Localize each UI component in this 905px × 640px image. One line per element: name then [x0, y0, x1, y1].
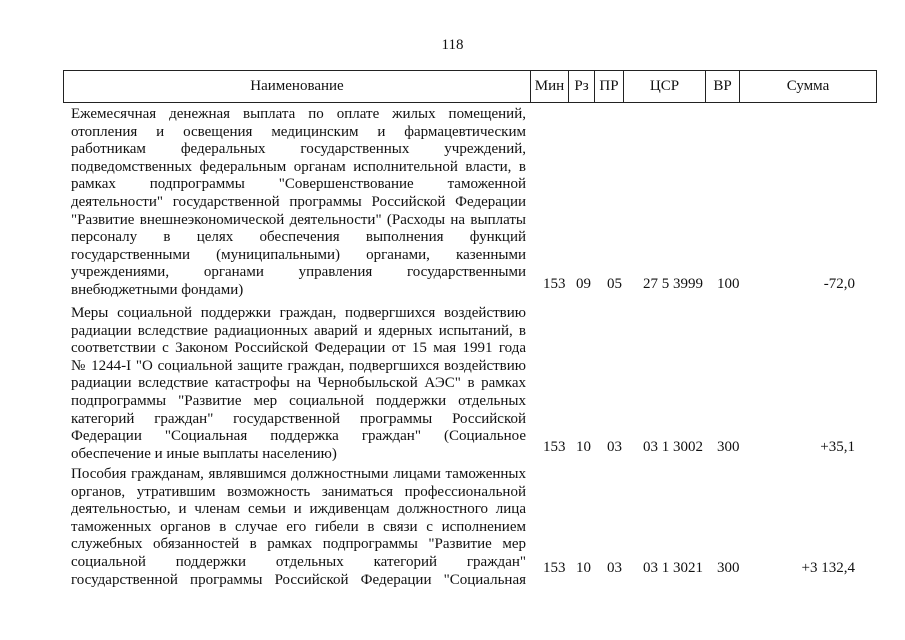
description-line: органов, утратившим возможность заниматься профессиональной — [71, 483, 526, 500]
cell-csr: 03 1 3021 — [643, 560, 703, 576]
cell-csr: 27 5 3999 — [643, 276, 703, 292]
cell-csr: 03 1 3002 — [643, 439, 703, 455]
description-line: служебных обязанностей в рамках подпрограммы "Развитие мер — [71, 536, 526, 553]
cell-sum: +35,1 — [820, 439, 855, 455]
row-description — [71, 106, 526, 300]
header-name: Наименование — [250, 78, 344, 94]
table-row — [63, 466, 877, 590]
description-line: учреждениями, органами управления государственными — [71, 264, 526, 281]
cell-rz: 09 — [576, 276, 591, 292]
description-line: обеспечение и иные выплаты населению) — [71, 445, 337, 462]
description-line: государственной программы Российской Федерации "Социальная — [71, 571, 526, 588]
description-line: работникам федеральных государственных учреждений, — [71, 141, 526, 158]
header-sum: Сумма — [739, 71, 876, 102]
table-header — [63, 70, 877, 103]
description-line: соответствии с Законом Российской Федерации от 15 мая 1991 года — [71, 340, 526, 357]
cell-rz: 10 — [576, 439, 591, 455]
table-row — [63, 305, 877, 463]
cell-min: 153 — [543, 439, 566, 455]
description-line: рамках подпрограммы "Совершенствование таможенной — [71, 176, 526, 193]
cell-sum: +3 132,4 — [801, 560, 855, 576]
cell-vr: 300 — [717, 439, 740, 455]
description-line: социальной поддержки отдельных категорий граждан" — [71, 553, 526, 570]
description-line: № 1244-I "О социальной защите граждан, подвергшихся воздействию — [71, 357, 526, 374]
description-line: радиации вследствие радиационных аварий и ядерных испытаний, в — [71, 322, 526, 339]
cell-min: 153 — [543, 276, 566, 292]
description-line: государственными (муниципальными) органами, казенными — [71, 246, 526, 263]
description-line: "Развитие внешнеэкономической деятельности" (Расходы на выплаты — [71, 211, 526, 228]
header-rz: Рз — [568, 71, 594, 102]
description-line: таможенных органов в случае его гибели в связи с исполнением — [71, 518, 526, 535]
page-number: 118 — [441, 37, 464, 53]
header-min: Мин — [530, 71, 568, 102]
cell-vr: 300 — [717, 560, 740, 576]
description-line: Пособия гражданам, являвшимся должностными лицами таможенных — [71, 466, 526, 482]
cell-vr: 100 — [717, 276, 740, 292]
header-vr: ВР — [705, 71, 739, 102]
description-line: подпрограммы "Развитие мер социальной поддержки отдельных — [71, 392, 526, 409]
cell-min: 153 — [543, 560, 566, 576]
table-row — [63, 106, 877, 302]
header-pr: ПР — [594, 71, 623, 102]
cell-pr: 03 — [607, 560, 622, 576]
description-line: радиации вследствие катастрофы на Чернобыльской АЭС" в рамках — [71, 375, 526, 392]
description-line: подведомственных федеральным органам исполнительной власти, в — [71, 158, 526, 175]
description-line: Федерации "Социальная поддержка граждан" (Социальное — [71, 428, 526, 445]
description-line: категорий граждан" государственной программы Российской — [71, 410, 526, 427]
description-line: персоналу в целях обеспечения выполнения функций — [71, 229, 526, 246]
cell-sum: -72,0 — [823, 276, 855, 292]
cell-pr: 05 — [607, 276, 622, 292]
header-csr: ЦСР — [623, 71, 705, 102]
description-line: Меры социальной поддержки граждан, подвергшихся воздействию — [71, 305, 526, 321]
description-line: отопления и освещения медицинским и фармацевтическим — [71, 123, 526, 140]
row-description — [71, 466, 526, 589]
description-line: деятельности" государственной программы Российской Федерации — [71, 193, 526, 210]
description-line: Ежемесячная денежная выплата по оплате жилых помещений, — [71, 106, 526, 122]
description-line: внебюджетными фондами) — [71, 281, 244, 298]
cell-pr: 03 — [607, 439, 622, 455]
cell-rz: 10 — [576, 560, 591, 576]
row-description — [71, 305, 526, 463]
description-line: деятельностью, и членам семьи и иждивенцам должностного лица — [71, 501, 526, 518]
